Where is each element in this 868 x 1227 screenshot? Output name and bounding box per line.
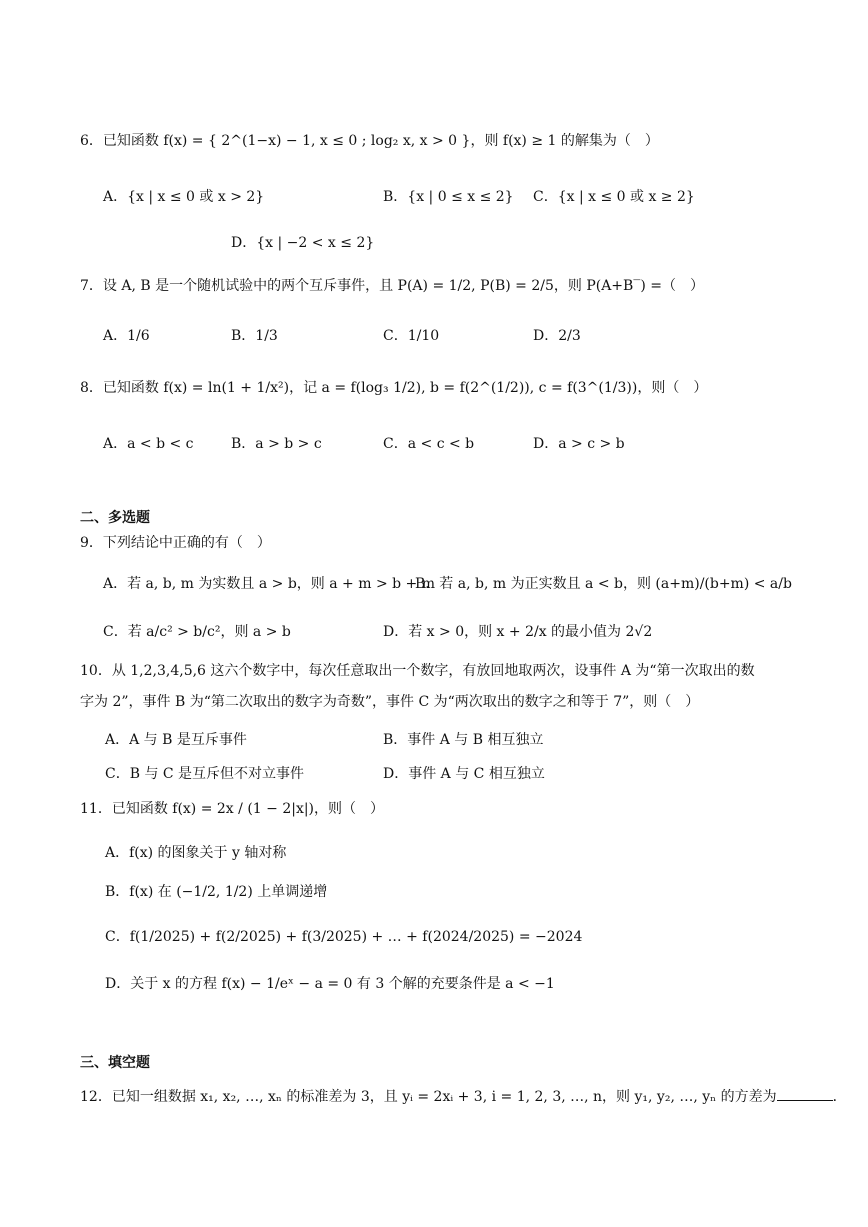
question-6-stem: 6．已知函数 f(x) = { 2^(1−x) − 1, x ≤ 0 ; log₂ x, x > 0 }，则 f(x) ≥ 1 的解集为（ ） [80, 133, 659, 149]
question-9-option-a: A．若 a, b, m 为实数且 a > b，则 a + m > b + m [103, 576, 435, 592]
section-heading-fill-in: 三、填空题 [80, 1055, 150, 1071]
question-12-end: ． [832, 1089, 847, 1105]
question-6-option-d: D．{x | −2 < x ≤ 2} [231, 235, 375, 251]
question-6-option-a: A．{x | x ≤ 0 或 x > 2} [103, 189, 265, 205]
section-heading-multiple-choice: 二、多选题 [80, 510, 150, 526]
question-9-option-b: B．若 a, b, m 为正实数且 a < b，则 (a+m)/(b+m) < a/b [415, 576, 792, 592]
question-7-option-c: C．1/10 [383, 328, 440, 344]
question-8-option-b: B．a > b > c [231, 436, 322, 452]
question-12 [80, 1086, 847, 1106]
question-8-option-c: C．a < c < b [383, 436, 475, 452]
question-10-option-a: A．A 与 B 是互斥事件 [105, 732, 247, 748]
question-11-option-b: B．f(x) 在 (−1/2, 1/2) 上单调递增 [105, 884, 328, 900]
question-6-option-b: B．{x | 0 ≤ x ≤ 2} [383, 189, 514, 205]
question-9-option-d: D．若 x > 0，则 x + 2/x 的最小值为 2√2 [383, 624, 653, 640]
question-10-option-b: B．事件 A 与 B 相互独立 [383, 732, 544, 748]
question-9-option-c: C．若 a/c² > b/c²，则 a > b [103, 624, 291, 640]
question-7-stem: 7．设 A, B 是一个随机试验中的两个互斥事件，且 P(A) = 1/2, P(B) = 2/5，则 P(A+B‾) =（ ） [80, 278, 704, 294]
question-10-stem-line2: 字为 2”，事件 B 为“第二次取出的数字为奇数”，事件 C 为“两次取出的数字之和等于 7”，则（ ） [80, 694, 700, 710]
answer-blank[interactable] [777, 1086, 833, 1101]
question-8-stem: 8．已知函数 f(x) = ln(1 + 1/x²)，记 a = f(log₃ 1/2), b = f(2^(1/2)), c = f(3^(1/3))，则（ ） [80, 380, 708, 396]
question-7-option-d: D．2/3 [533, 328, 581, 344]
question-11-option-c: C．f(1/2025) + f(2/2025) + f(3/2025) + … + f(2024/2025) = −2024 [105, 929, 583, 945]
question-10-option-c: C．B 与 C 是互斥但不对立事件 [105, 766, 305, 782]
question-8-option-d: D．a > c > b [533, 436, 625, 452]
question-11-option-d: D．关于 x 的方程 f(x) − 1/eˣ − a = 0 有 3 个解的充要条件是 a < −1 [105, 976, 555, 992]
question-10-stem-line1: 10．从 1,2,3,4,5,6 这六个数字中，每次任意取出一个数字，有放回地取两次，设事件 A 为“第一次取出的数 [80, 663, 755, 679]
question-10-option-d: D．事件 A 与 C 相互独立 [383, 766, 545, 782]
question-11-stem: 11．已知函数 f(x) = 2x / (1 − 2|x|)，则（ ） [80, 801, 385, 817]
question-8-option-a: A．a < b < c [103, 436, 194, 452]
question-7-option-b: B．1/3 [231, 328, 278, 344]
question-6-option-c: C．{x | x ≤ 0 或 x ≥ 2} [533, 189, 695, 205]
question-9-stem: 9．下列结论中正确的有（ ） [80, 535, 271, 551]
question-11-option-a: A．f(x) 的图象关于 y 轴对称 [105, 845, 287, 861]
question-7-option-a: A．1/6 [103, 328, 150, 344]
question-12-stem: 12．已知一组数据 x₁, x₂, …, xₙ 的标准差为 3，且 yᵢ = 2xᵢ + 3, i = 1, 2, 3, …, n，则 y₁, y₂, …, yₙ 的方差为 [80, 1089, 777, 1105]
